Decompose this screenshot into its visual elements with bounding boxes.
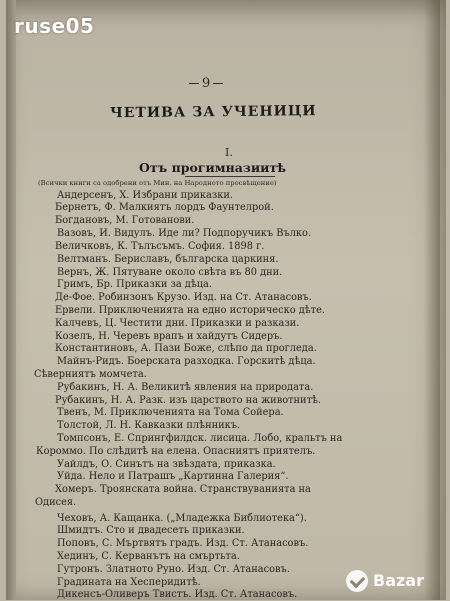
- list-item: Константиновъ, А. Пази Боже, слѣпо да проглeда.: [55, 343, 317, 354]
- list-item: Величковъ, К. Тълъсъмъ. София. 1898 г.: [55, 241, 265, 252]
- list-item: Рубакинъ, Н. А. Разк. изъ царството на животнитѣ.: [55, 395, 322, 406]
- list-item: Уйда. Нело и Патрашъ „Картинна Галерия“.: [57, 471, 289, 482]
- list-item: Толстой, Л. Н. Кавказки плѣнникъ.: [57, 420, 241, 431]
- list-item: Богдановъ, М. Готованови.: [55, 215, 195, 226]
- list-item: Андерсенъ, Х. Избрани приказки.: [57, 190, 234, 201]
- list-item: Калчевъ, Ц. Честити дни. Приказки и разкази.: [55, 318, 300, 329]
- marketplace-logo-text: Bazar: [373, 571, 424, 590]
- list-item: Бернетъ, Ф. Малкиятъ лордъ Фаунтелрой.: [55, 202, 274, 213]
- list-item: Одисея.: [35, 497, 77, 508]
- checkmark-icon: [346, 570, 368, 592]
- list-item: Рубакинъ, Н. А. Великитѣ явления на природата.: [57, 382, 314, 393]
- list-item: Гримъ, Бр. Приказки за дѣца.: [57, 279, 212, 290]
- list-item: Велтманъ. Бериславъ, българска царкиня.: [57, 254, 279, 265]
- section-title: Отъ прогимназиитѣ: [139, 160, 286, 175]
- watermark-text: ruse05: [14, 14, 95, 38]
- list-item: Гутронъ. Златното Руно. Изд. Ст. Атанасовъ.: [57, 564, 290, 575]
- list-item: Майнъ-Ридъ. Боерската разходка. Горскитѣ дѣца.: [57, 356, 316, 367]
- list-item: Дикенсъ-Оливеръ Твистъ. Изд. Ст. Атанасовъ.: [57, 589, 298, 600]
- list-item: Томпсонъ, Е. Спрингфилдск. лисица. Лобо, кральтъ на: [57, 433, 343, 444]
- list-item: Вазовъ, И. Видулъ. Иде ли? Подпоручикъ Вълко.: [57, 228, 312, 239]
- list-item: Чеховъ, А. Кащанка. („Младежка Библиотека“).: [57, 513, 307, 524]
- list-item: Короммо. По слѣдитѣ на елена. Опасниятъ приятелъ.: [36, 446, 316, 457]
- list-item: Сѣверниятъ момчета.: [34, 369, 147, 380]
- list-item: Уайлдъ, О. Синътъ на звѣздата, приказка.: [57, 459, 276, 470]
- list-item: Твенъ, М. Приключенията на Тома Сойера.: [57, 407, 284, 418]
- list-item: Козелъ, Н. Черевъ врапъ и хайдутъ Сидеръ.: [55, 331, 283, 342]
- marketplace-logo: [346, 568, 442, 594]
- list-item: Поповъ, С. Мъртвятъ градъ. Изд. Ст. Атанасовъ.: [57, 538, 309, 549]
- list-item: Вернъ, Ж. Пятуване около свѣта въ 80 дни.: [57, 267, 283, 278]
- page-number: 9: [186, 76, 226, 91]
- list-item: Шмидтъ. Сто и двадесеть приказки.: [57, 525, 245, 536]
- list-item: Хомеръ. Троянската война. Странствуванията на: [55, 484, 311, 495]
- list-item: Ервели. Приключенията на едно историческо дѣте.: [55, 305, 325, 316]
- approval-note: (Всички книги са одобрени отъ Мин. на Народното просвѣщение): [38, 179, 277, 187]
- section-number: I.: [225, 146, 233, 159]
- page-title: ЧЕТИВА ЗА УЧЕНИЦИ: [109, 103, 317, 122]
- list-item: Хединъ, С. Керванътъ на смъртьта.: [57, 551, 240, 562]
- list-item: Де-Фое. Робинзонъ Крузо. Изд. на Ст. Атанасовъ.: [55, 292, 312, 303]
- list-item: Градината на Хесперидитѣ.: [57, 577, 201, 588]
